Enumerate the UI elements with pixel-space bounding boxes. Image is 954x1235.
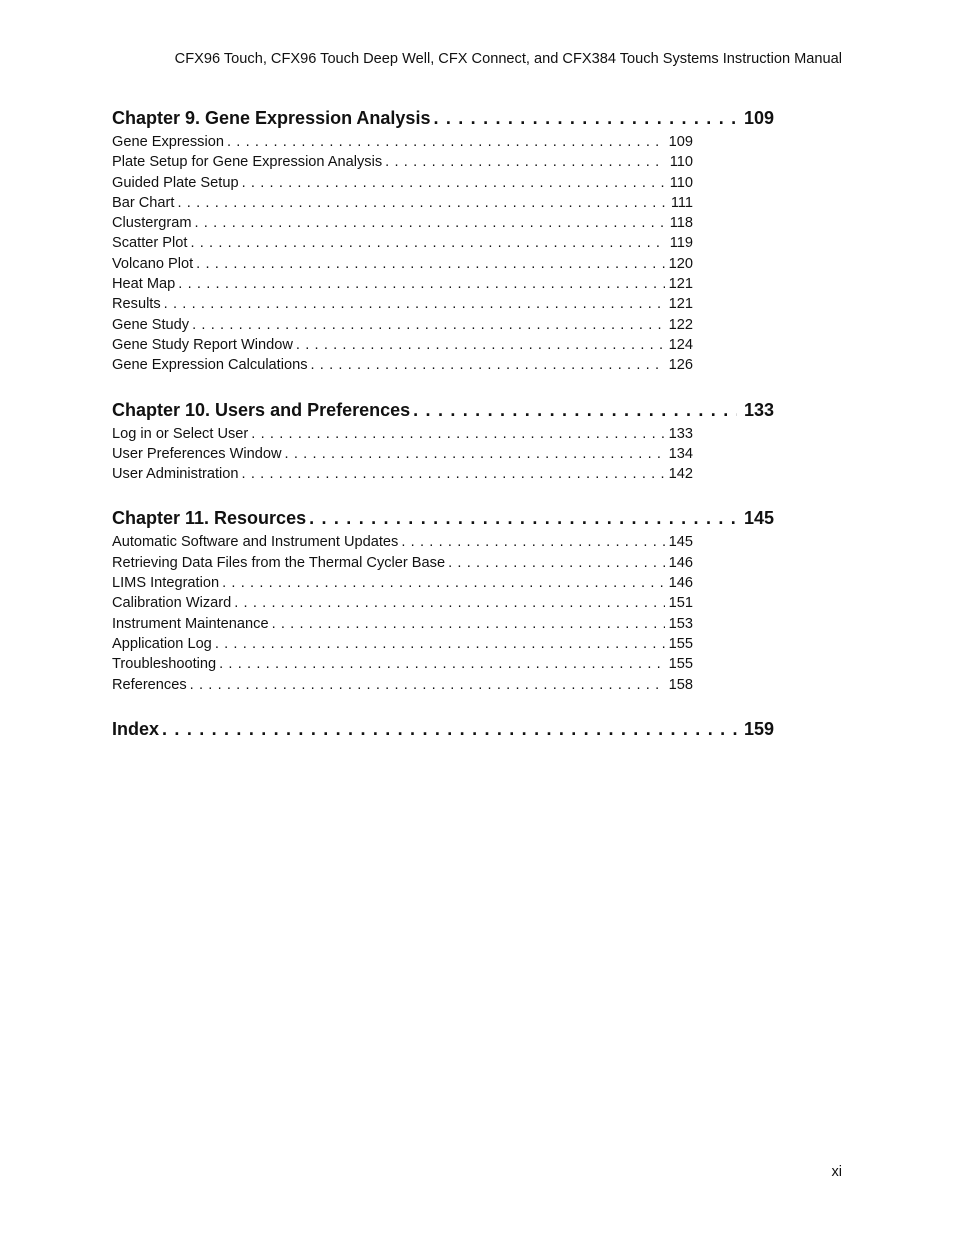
section-page-number: 121 [668,296,693,313]
section-page-number: 146 [668,575,693,592]
toc-chapter-entry[interactable] [112,398,774,422]
dot-leader [309,506,737,530]
dot-leader [234,593,665,613]
toc-section-entry[interactable] [112,355,693,375]
dot-leader [177,193,665,213]
section-page-number: 151 [668,595,693,612]
dot-leader [222,573,665,593]
chapter-page-number: 133 [743,399,774,420]
section-title: Results [112,296,161,313]
index-title: Index [112,718,160,739]
section-title: Plate Setup for Gene Expression Analysis [112,154,383,171]
toc-index-entry[interactable] [112,717,774,741]
toc-section-entry[interactable] [112,444,693,464]
dot-leader [190,675,665,695]
dot-leader [242,173,665,193]
section-page-number: 122 [668,316,693,333]
toc-section-entry[interactable] [112,233,693,253]
section-title: Retrieving Data Files from the Thermal Cycler Base [112,554,446,571]
toc-section-entry[interactable] [112,254,693,274]
section-page-number: 158 [668,676,693,693]
section-title: Gene Expression [112,134,224,150]
dot-leader [192,315,665,335]
section-title: Instrument Maintenance [112,615,269,632]
section-page-number: 155 [668,635,693,652]
section-title: Gene Study [112,316,190,333]
section-title: Automatic Software and Instrument Updates [112,534,399,551]
toc-section-entry[interactable] [112,532,693,552]
dot-leader [433,106,737,130]
toc-section-entry[interactable] [112,464,693,484]
toc-chapter-11 [112,506,774,694]
section-page-number: 126 [668,357,693,374]
dot-leader [219,654,665,674]
dot-leader [401,532,665,552]
toc-section-entry[interactable] [112,573,693,593]
section-page-number: 111 [670,194,693,211]
dot-leader [285,444,665,464]
section-title: References [112,676,187,693]
toc-section-entry[interactable] [112,675,693,695]
dot-leader [190,233,665,253]
dot-leader [194,213,665,233]
toc-section-entry[interactable] [112,152,693,172]
dot-leader [196,254,665,274]
section-page-number: 146 [668,554,693,571]
dot-leader [296,335,665,355]
section-title: Gene Expression Calculations [112,357,308,374]
chapter-title: Chapter 10. Users and Preferences [112,399,411,420]
dot-leader [385,152,665,172]
section-page-number: 120 [668,255,693,272]
dot-leader [251,424,665,444]
section-title: User Administration [112,466,239,483]
chapter-title: Chapter 11. Resources [112,508,307,529]
section-title: Application Log [112,635,212,652]
dot-leader [164,294,665,314]
section-title: Gene Study Report Window [112,336,293,353]
section-title: Scatter Plot [112,235,188,252]
chapter-title: Chapter 9. Gene Expression Analysis [112,108,431,128]
section-page-number: 142 [668,466,693,483]
section-page-number: 124 [668,336,693,353]
dot-leader [413,398,737,422]
page-number: xi [831,1164,842,1180]
section-page-number: 153 [668,615,693,632]
toc-chapter-9 [112,106,774,376]
toc-section-entry[interactable] [112,173,693,193]
dot-leader [178,274,665,294]
toc-chapter-entry[interactable] [112,106,774,130]
toc-section-entry[interactable] [112,634,693,654]
chapter-page-number: 109 [743,108,774,128]
toc-section-entry[interactable] [112,335,693,355]
table-of-contents [112,106,774,763]
toc-section-entry[interactable] [112,654,693,674]
toc-section-entry[interactable] [112,593,693,613]
toc-section-entry[interactable] [112,294,693,314]
section-page-number: 118 [669,215,693,232]
chapter-page-number: 145 [743,508,774,529]
toc-section-entry[interactable] [112,193,693,213]
section-title: Heat Map [112,276,176,293]
section-page-number: 121 [668,276,693,293]
dot-leader [227,132,665,152]
toc-chapter-10 [112,398,774,485]
dot-leader [215,634,665,654]
toc-index [112,717,774,741]
section-page-number: 145 [668,534,693,551]
running-header: CFX96 Touch, CFX96 Touch Deep Well, CFX Connect, and CFX384 Touch Systems Instruction Manual [174,51,842,67]
toc-section-entry[interactable] [112,132,693,152]
dot-leader [242,464,665,484]
section-page-number: 133 [668,425,693,442]
section-page-number: 134 [668,445,693,462]
section-title: Bar Chart [112,194,175,211]
toc-section-entry[interactable] [112,315,693,335]
section-page-number: 109 [668,134,693,150]
dot-leader [448,553,665,573]
section-title: User Preferences Window [112,445,282,462]
toc-section-entry[interactable] [112,553,693,573]
section-page-number: 119 [669,235,693,252]
section-title: Volcano Plot [112,255,194,272]
index-page-number: 159 [743,718,774,739]
section-title: LIMS Integration [112,575,220,592]
section-title: Troubleshooting [112,656,217,673]
section-page-number: 155 [668,656,693,673]
toc-section-entry[interactable] [112,274,693,294]
section-title: Calibration Wizard [112,595,232,612]
toc-section-entry[interactable] [112,424,693,444]
section-title: Clustergram [112,215,192,232]
dot-leader [162,717,737,741]
section-title: Guided Plate Setup [112,174,239,191]
section-title: Log in or Select User [112,425,249,442]
section-page-number: 110 [669,174,693,191]
toc-chapter-entry[interactable] [112,506,774,530]
toc-section-entry[interactable] [112,614,693,634]
dot-leader [311,355,666,375]
toc-section-entry[interactable] [112,213,693,233]
section-page-number: 110 [669,154,693,171]
dot-leader [272,614,665,634]
